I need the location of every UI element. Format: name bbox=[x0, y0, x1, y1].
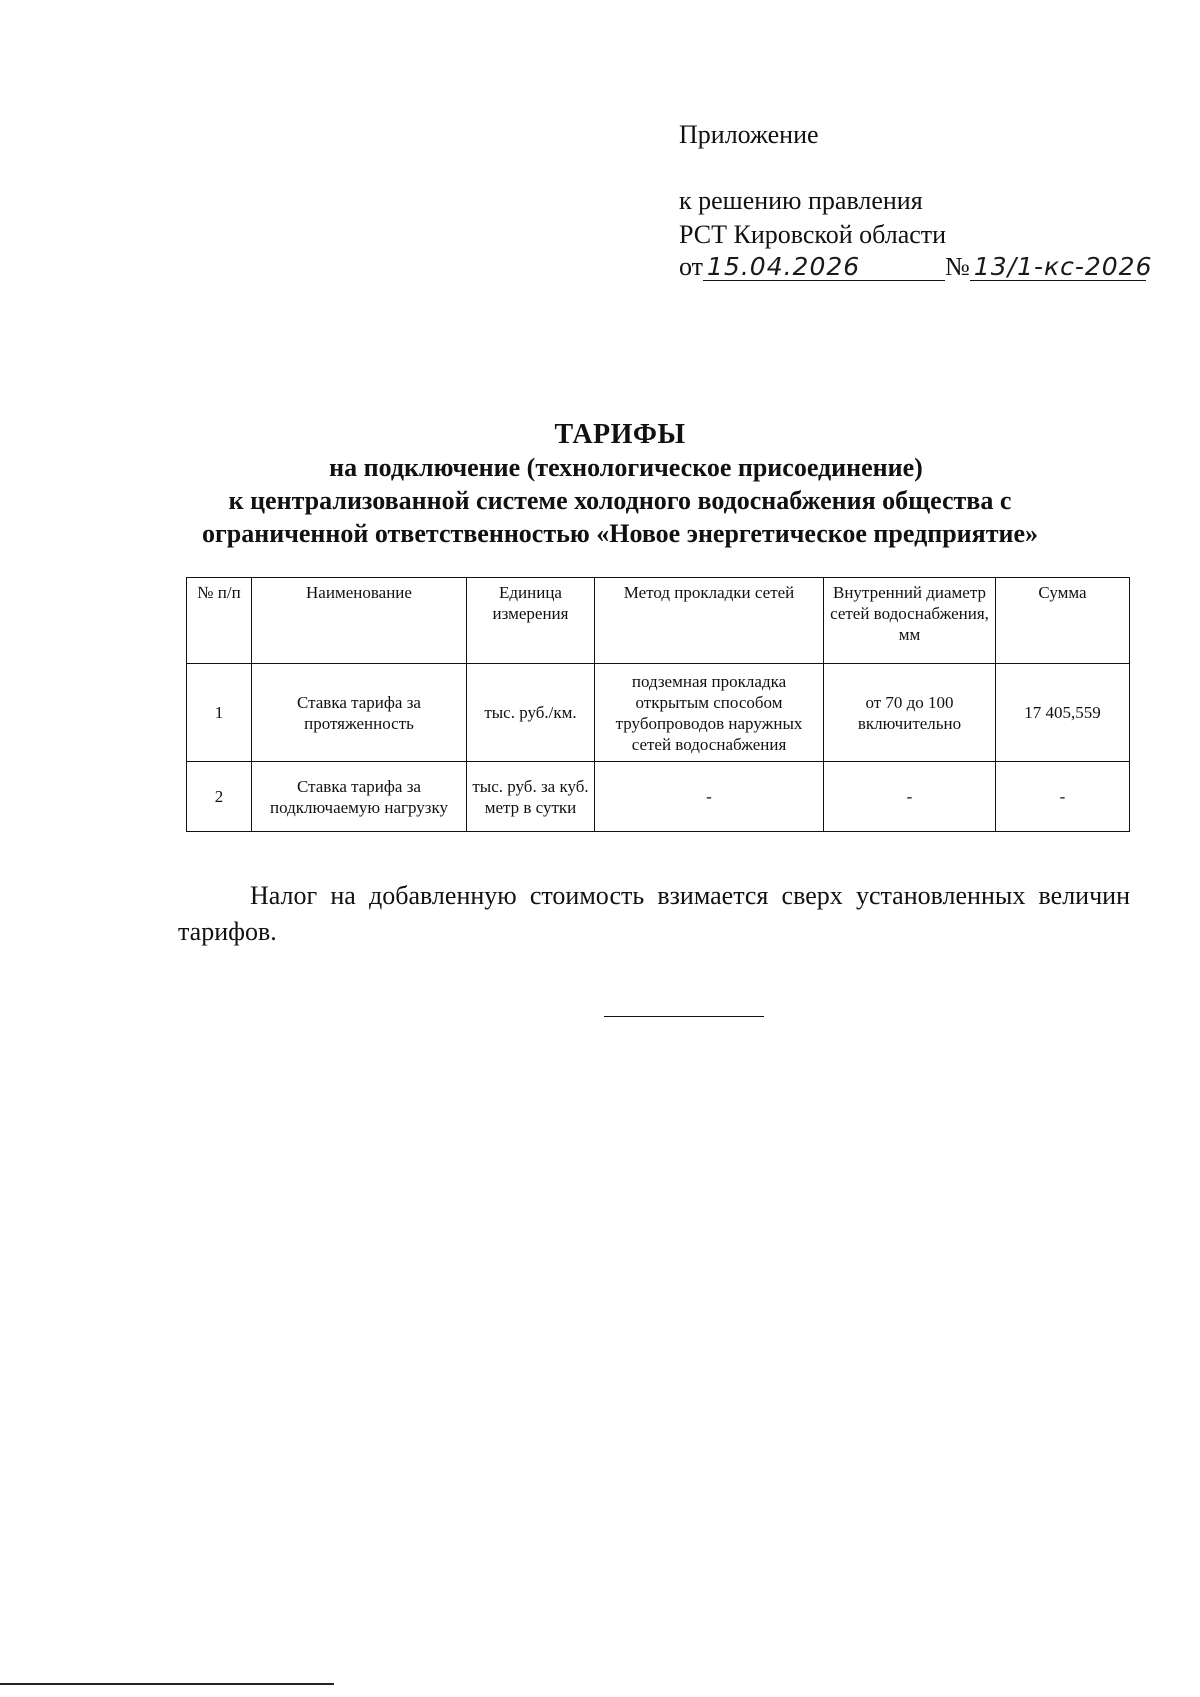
cell-diameter: - bbox=[824, 762, 996, 832]
cell-num: 2 bbox=[187, 762, 252, 832]
header-sum: Сумма bbox=[996, 578, 1130, 664]
header-name: Наименование bbox=[252, 578, 467, 664]
table-row bbox=[187, 762, 1130, 832]
title-main: ТАРИФЫ bbox=[554, 419, 686, 450]
end-divider bbox=[604, 1016, 764, 1017]
title-line-3: ограниченной ответственностью «Новое энергетическое предприятие» bbox=[201, 519, 1038, 548]
title-line-2: к централизованной системе холодного водоснабжения общества с bbox=[228, 486, 1012, 515]
cell-unit: тыс. руб./км. bbox=[467, 664, 595, 762]
table-row bbox=[187, 664, 1130, 762]
table-header-row bbox=[187, 578, 1130, 664]
cell-method: подземная прокладка открытым способом трубопроводов наружных сетей водоснабжения bbox=[595, 664, 824, 762]
header-unit: Единица измерения bbox=[467, 578, 595, 664]
cell-diameter: от 70 до 100 включительно bbox=[824, 664, 996, 762]
appendix-title: Приложение bbox=[679, 120, 819, 149]
appendix-line-decision: к решению правления bbox=[679, 186, 923, 215]
cell-name: Ставка тарифа за протяженность bbox=[252, 664, 467, 762]
number-prefix: № bbox=[945, 252, 970, 281]
cell-sum: - bbox=[996, 762, 1130, 832]
appendix-line-authority: РСТ Кировской области bbox=[679, 220, 947, 249]
header-method: Метод прокладки сетей bbox=[595, 578, 824, 664]
document-title bbox=[140, 418, 1100, 550]
handwritten-date: 15.04.2026 bbox=[703, 254, 945, 281]
appendix-block bbox=[679, 118, 1159, 284]
tariff-table bbox=[186, 577, 1130, 832]
handwritten-number: 13/1-кс-2026 bbox=[970, 254, 1146, 281]
header-num: № п/п bbox=[187, 578, 252, 664]
title-line-1: на подключение (технологическое присоединение) bbox=[329, 453, 923, 482]
cell-method: - bbox=[595, 762, 824, 832]
cell-sum: 17 405,559 bbox=[996, 664, 1130, 762]
footer-divider bbox=[0, 1683, 334, 1685]
cell-unit: тыс. руб. за куб. метр в сутки bbox=[467, 762, 595, 832]
date-prefix: от bbox=[679, 252, 704, 281]
header-diameter: Внутренний диаметр сетей водоснабжения, мм bbox=[824, 578, 996, 664]
cell-num: 1 bbox=[187, 664, 252, 762]
decision-date-number bbox=[679, 250, 1159, 284]
cell-name: Ставка тарифа за подключаемую нагрузку bbox=[252, 762, 467, 832]
vat-note: Налог на добавленную стоимость взимается сверх установленных величин тарифов. bbox=[178, 881, 1130, 946]
